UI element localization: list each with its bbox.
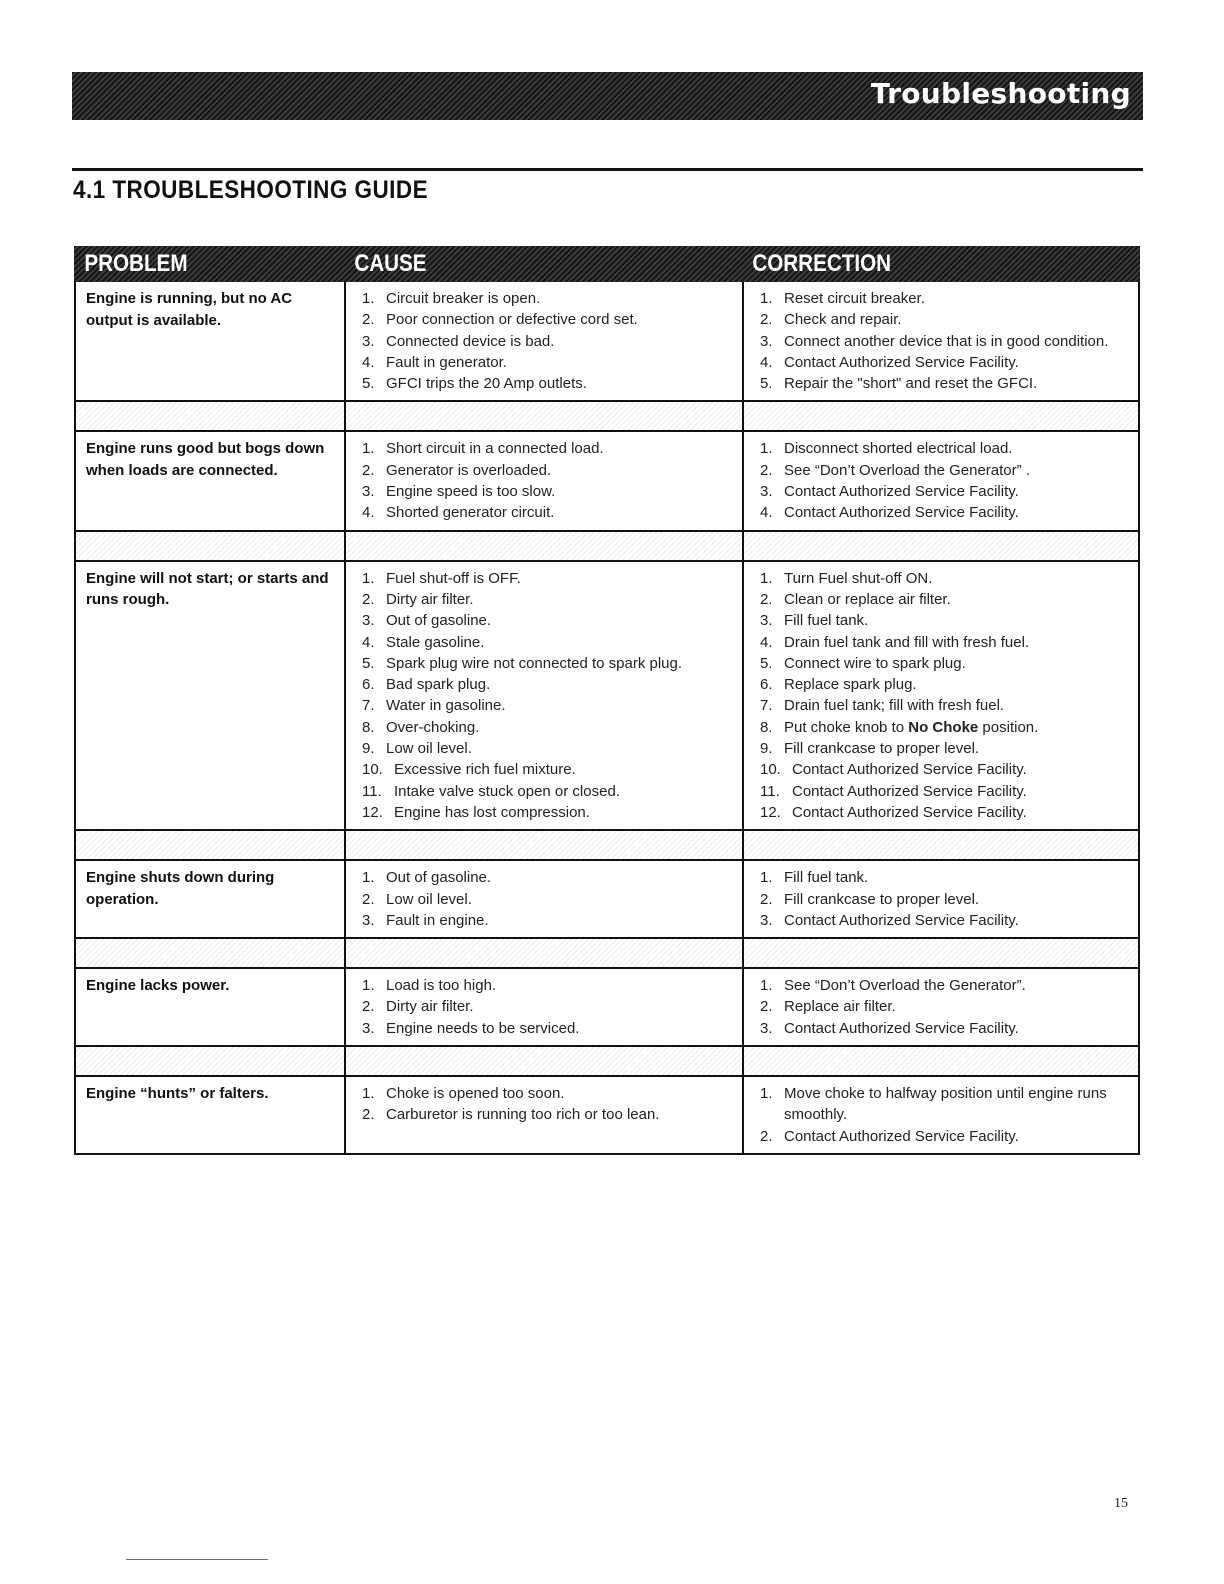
- item-text: See “Don’t Overload the Generator”.: [784, 977, 1026, 995]
- correction-item: [754, 331, 1128, 352]
- correction-item: [754, 781, 1128, 802]
- item-number: 2.: [760, 461, 773, 479]
- item-number: 2.: [362, 890, 375, 908]
- section-divider: [72, 168, 1143, 171]
- item-text: Fill crankcase to proper level.: [784, 740, 980, 758]
- header-cause: CAUSE: [354, 250, 427, 277]
- cause-item: [356, 653, 732, 674]
- cause-item: [356, 889, 732, 910]
- problem-cell: Engine lacks power.: [74, 967, 344, 1045]
- item-text: Fill fuel tank.: [784, 869, 869, 887]
- cause-cell: [344, 967, 742, 1045]
- table-row: [74, 967, 1140, 1045]
- item-text: Disconnect shorted electrical load.: [784, 440, 1013, 458]
- separator-cell: [742, 937, 1140, 967]
- cause-item: [356, 674, 732, 695]
- item-text: Stale gasoline.: [386, 633, 485, 651]
- cause-item: [356, 610, 732, 631]
- item-number: 6.: [362, 676, 375, 694]
- item-number: 3.: [362, 1019, 375, 1037]
- item-text: Low oil level.: [386, 740, 472, 758]
- separator-cell: [74, 530, 344, 560]
- item-text: Put choke knob to No Choke position.: [784, 718, 1039, 736]
- item-text: Engine needs to be serviced.: [386, 1019, 580, 1037]
- correction-item: [754, 889, 1128, 910]
- item-number: 4.: [760, 353, 773, 371]
- item-number: 7.: [362, 697, 375, 715]
- correction-item: [754, 717, 1128, 738]
- correction-item: [754, 502, 1128, 523]
- item-number: 5.: [760, 654, 773, 672]
- item-text: Circuit breaker is open.: [386, 290, 541, 307]
- correction-cell-list: [754, 975, 1128, 1039]
- item-text: Contact Authorized Service Facility.: [784, 1019, 1019, 1037]
- separator-cell: [74, 400, 344, 430]
- item-number: 10.: [362, 761, 383, 779]
- item-number: 2.: [760, 590, 773, 608]
- cause-cell: [344, 560, 742, 830]
- item-text: Low oil level.: [386, 890, 472, 908]
- separator-cell: [742, 400, 1140, 430]
- item-text: Intake valve stuck open or closed.: [394, 782, 620, 800]
- table-row: [74, 282, 1140, 400]
- item-text: Check and repair.: [784, 311, 902, 329]
- item-number: 1.: [362, 869, 375, 887]
- item-text: Out of gasoline.: [386, 612, 492, 630]
- cause-item: [356, 867, 732, 888]
- troubleshooting-table: [74, 246, 1140, 1155]
- header-banner: [72, 72, 1143, 120]
- item-text: Contact Authorized Service Facility.: [784, 504, 1019, 522]
- item-number: 2.: [362, 998, 375, 1016]
- correction-item: [754, 288, 1128, 309]
- item-text: Fault in engine.: [386, 911, 489, 929]
- table-row: [74, 1075, 1140, 1153]
- cause-item: [356, 373, 732, 394]
- item-text: Carburetor is running too rich or too lean.: [386, 1106, 660, 1124]
- item-number: 3.: [362, 483, 375, 501]
- item-number: 2.: [362, 461, 375, 479]
- item-number: 9.: [760, 740, 773, 758]
- correction-item: [754, 996, 1128, 1017]
- cause-item: [356, 632, 732, 653]
- row-separator: [74, 400, 1140, 430]
- cause-cell-list: [356, 288, 732, 394]
- correction-cell: [742, 282, 1140, 400]
- correction-item: [754, 1018, 1128, 1039]
- item-text: Dirty air filter.: [386, 590, 474, 608]
- item-number: 1.: [760, 869, 773, 887]
- cause-item: [356, 802, 732, 823]
- separator-cell: [742, 530, 1140, 560]
- page-number: 15: [1114, 1496, 1128, 1511]
- separator-cell: [344, 829, 742, 859]
- cause-item: [356, 717, 732, 738]
- item-text: Spark plug wire not connected to spark plug.: [386, 654, 683, 672]
- item-number: 8.: [760, 718, 773, 736]
- item-text: Contact Authorized Service Facility.: [792, 803, 1027, 821]
- correction-item: [754, 460, 1128, 481]
- row-separator: [74, 1045, 1140, 1075]
- correction-item: [754, 632, 1128, 653]
- correction-item: [754, 653, 1128, 674]
- item-number: 3.: [760, 911, 773, 929]
- item-number: 7.: [760, 697, 773, 715]
- table-header: [74, 246, 1140, 282]
- emphasis-text: No Choke: [908, 718, 979, 736]
- cause-item: [356, 695, 732, 716]
- item-number: 4.: [362, 353, 375, 371]
- correction-item: [754, 373, 1128, 394]
- item-number: 3.: [760, 612, 773, 630]
- item-text: Contact Authorized Service Facility.: [792, 782, 1027, 800]
- footer-line: [126, 1559, 268, 1560]
- item-text: Clean or replace air filter.: [784, 590, 951, 608]
- cause-item: [356, 309, 732, 330]
- problem-cell: Engine shuts down during operation.: [74, 859, 344, 937]
- item-number: 1.: [760, 569, 773, 587]
- item-text: Contact Authorized Service Facility.: [784, 1127, 1019, 1145]
- cause-item: [356, 568, 732, 589]
- item-number: 1.: [362, 569, 375, 587]
- item-number: 4.: [362, 504, 375, 522]
- item-number: 3.: [362, 612, 375, 630]
- separator-cell: [344, 530, 742, 560]
- cause-item: [356, 288, 732, 309]
- correction-cell: [742, 430, 1140, 529]
- item-text: Generator is overloaded.: [386, 461, 552, 479]
- item-text: GFCI trips the 20 Amp outlets.: [386, 375, 587, 393]
- correction-item: [754, 674, 1128, 695]
- correction-cell-list: [754, 288, 1128, 394]
- item-number: 2.: [362, 1106, 375, 1124]
- correction-item: [754, 481, 1128, 502]
- cause-item: [356, 331, 732, 352]
- item-number: 1.: [760, 290, 773, 307]
- row-separator: [74, 937, 1140, 967]
- table-row: [74, 560, 1140, 830]
- correction-item: [754, 910, 1128, 931]
- cause-item: [356, 1104, 732, 1125]
- item-number: 4.: [760, 633, 773, 651]
- separator-cell: [742, 829, 1140, 859]
- item-number: 1.: [760, 440, 773, 458]
- item-text: See “Don’t Overload the Generator” .: [784, 461, 1030, 479]
- correction-item: [754, 695, 1128, 716]
- item-number: 2.: [362, 311, 375, 329]
- item-number: 3.: [362, 911, 375, 929]
- correction-item: [754, 610, 1128, 631]
- item-text: Fill fuel tank.: [784, 612, 869, 630]
- row-separator: [74, 829, 1140, 859]
- cause-item: [356, 759, 732, 780]
- cause-item: [356, 910, 732, 931]
- item-number: 3.: [760, 332, 773, 350]
- item-number: 3.: [760, 1019, 773, 1037]
- correction-item: [754, 1126, 1128, 1147]
- item-text: Contact Authorized Service Facility.: [784, 911, 1019, 929]
- cause-cell: [344, 859, 742, 937]
- item-number: 1.: [362, 1085, 375, 1103]
- table-row: [74, 430, 1140, 529]
- item-text: Replace spark plug.: [784, 676, 917, 694]
- item-text: Move choke to halfway position until engine runs smoothly.: [784, 1085, 1107, 1124]
- item-text: Replace air filter.: [784, 998, 896, 1016]
- separator-cell: [74, 1045, 344, 1075]
- cause-item: [356, 996, 732, 1017]
- section-title: 4.1 TROUBLESHOOTING GUIDE: [73, 176, 429, 204]
- item-text: Excessive rich fuel mixture.: [394, 761, 576, 779]
- item-text: Load is too high.: [386, 977, 497, 995]
- correction-cell-list: [754, 1083, 1128, 1147]
- header-problem: PROBLEM: [84, 250, 188, 277]
- item-text: Contact Authorized Service Facility.: [792, 761, 1027, 779]
- separator-cell: [742, 1045, 1140, 1075]
- item-text: Connected device is bad.: [386, 332, 555, 350]
- item-number: 3.: [362, 332, 375, 350]
- problem-cell: Engine runs good but bogs down when loads are connected.: [74, 430, 344, 529]
- cause-cell-list: [356, 438, 732, 523]
- problem-cell: Engine “hunts” or falters.: [74, 1075, 344, 1153]
- item-number: 1.: [362, 440, 375, 458]
- separator-cell: [344, 937, 742, 967]
- separator-cell: [74, 829, 344, 859]
- item-text: Connect wire to spark plug.: [784, 654, 966, 672]
- correction-item: [754, 802, 1128, 823]
- correction-cell: [742, 1075, 1140, 1153]
- separator-cell: [344, 1045, 742, 1075]
- separator-cell: [74, 937, 344, 967]
- item-text: Engine speed is too slow.: [386, 483, 556, 501]
- item-number: 1.: [362, 290, 375, 307]
- item-text: Repair the "short" and reset the GFCI.: [784, 375, 1038, 393]
- correction-item: [754, 438, 1128, 459]
- correction-cell: [742, 560, 1140, 830]
- cause-item: [356, 781, 732, 802]
- item-number: 2.: [760, 1127, 773, 1145]
- item-number: 5.: [362, 654, 375, 672]
- item-text: Water in gasoline.: [386, 697, 506, 715]
- item-text: Short circuit in a connected load.: [386, 440, 604, 458]
- cause-item: [356, 502, 732, 523]
- cause-item: [356, 1018, 732, 1039]
- item-number: 11.: [760, 782, 780, 800]
- item-text: Choke is opened too soon.: [386, 1085, 565, 1103]
- correction-item: [754, 975, 1128, 996]
- item-number: 3.: [760, 483, 773, 501]
- item-number: 2.: [760, 998, 773, 1016]
- cause-item: [356, 352, 732, 373]
- correction-cell: [742, 859, 1140, 937]
- item-number: 8.: [362, 718, 375, 736]
- item-number: 9.: [362, 740, 375, 758]
- item-number: 5.: [362, 375, 375, 393]
- correction-item: [754, 759, 1128, 780]
- correction-item: [754, 352, 1128, 373]
- cause-item: [356, 460, 732, 481]
- item-text: Poor connection or defective cord set.: [386, 311, 638, 329]
- item-text: Over-choking.: [386, 718, 480, 736]
- item-number: 2.: [362, 590, 375, 608]
- item-text: Drain fuel tank and fill with fresh fuel.: [784, 633, 1030, 651]
- item-text: Connect another device that is in good condition.: [784, 332, 1109, 350]
- cause-item: [356, 975, 732, 996]
- item-number: 6.: [760, 676, 773, 694]
- item-text: Fill crankcase to proper level.: [784, 890, 980, 908]
- item-number: 2.: [760, 311, 773, 329]
- item-text: Out of gasoline.: [386, 869, 492, 887]
- correction-cell-list: [754, 867, 1128, 931]
- table-body: [74, 282, 1140, 1153]
- item-text: Contact Authorized Service Facility.: [784, 353, 1019, 371]
- item-text: Fuel shut-off is OFF.: [386, 569, 521, 587]
- cause-item: [356, 738, 732, 759]
- cause-cell: [344, 430, 742, 529]
- problem-cell: Engine will not start; or starts and runs rough.: [74, 560, 344, 830]
- row-separator: [74, 530, 1140, 560]
- cause-cell-list: [356, 975, 732, 1039]
- item-text: Turn Fuel shut-off ON.: [784, 569, 933, 587]
- item-number: 4.: [760, 504, 773, 522]
- correction-item: [754, 738, 1128, 759]
- item-number: 1.: [760, 1085, 773, 1103]
- cause-cell: [344, 1075, 742, 1153]
- cause-cell-list: [356, 1083, 732, 1126]
- correction-cell-list: [754, 568, 1128, 824]
- item-number: 1.: [362, 977, 375, 995]
- problem-cell: Engine is running, but no AC output is available.: [74, 282, 344, 400]
- item-number: 12.: [362, 803, 383, 821]
- item-text: Drain fuel tank; fill with fresh fuel.: [784, 697, 1005, 715]
- item-number: 4.: [362, 633, 375, 651]
- item-text: Bad spark plug.: [386, 676, 491, 694]
- correction-cell-list: [754, 438, 1128, 523]
- banner-title: Troubleshooting: [870, 77, 1131, 110]
- item-text: Dirty air filter.: [386, 998, 474, 1016]
- cause-cell: [344, 282, 742, 400]
- table-row: [74, 859, 1140, 937]
- separator-cell: [344, 400, 742, 430]
- cause-item: [356, 438, 732, 459]
- cause-cell-list: [356, 568, 732, 824]
- item-number: 10.: [760, 761, 781, 779]
- correction-item: [754, 589, 1128, 610]
- cause-item: [356, 481, 732, 502]
- item-text: Fault in generator.: [386, 353, 507, 371]
- item-number: 5.: [760, 375, 773, 393]
- item-number: 1.: [760, 977, 773, 995]
- item-text: Shorted generator circuit.: [386, 504, 555, 522]
- header-correction: CORRECTION: [752, 250, 892, 277]
- correction-item: [754, 1083, 1128, 1126]
- correction-item: [754, 309, 1128, 330]
- item-number: 11.: [362, 782, 382, 800]
- cause-cell-list: [356, 867, 732, 931]
- cause-item: [356, 1083, 732, 1104]
- correction-item: [754, 568, 1128, 589]
- cause-item: [356, 589, 732, 610]
- item-number: 12.: [760, 803, 781, 821]
- correction-cell: [742, 967, 1140, 1045]
- correction-item: [754, 867, 1128, 888]
- item-text: Engine has lost compression.: [394, 803, 590, 821]
- item-text: Reset circuit breaker.: [784, 290, 925, 307]
- item-text: Contact Authorized Service Facility.: [784, 483, 1019, 501]
- item-number: 2.: [760, 890, 773, 908]
